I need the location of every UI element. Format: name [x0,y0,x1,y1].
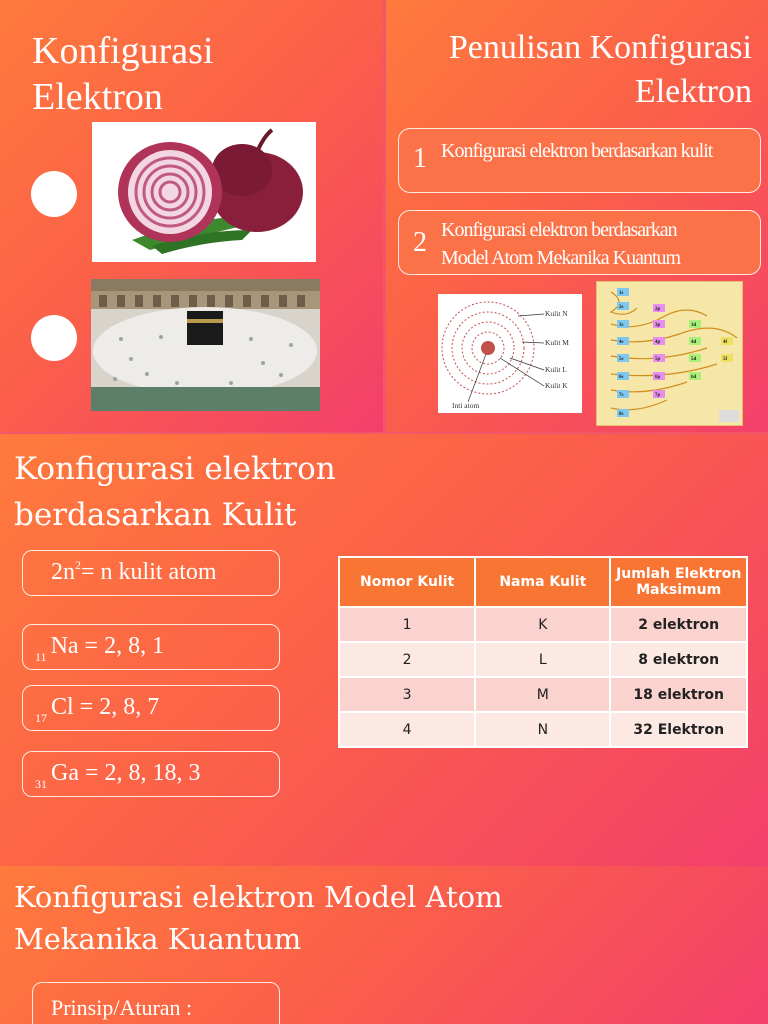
method-item-1: 1 Konfigurasi elektron berdasarkan kulit [398,128,761,193]
kaaba-photo [91,279,320,411]
table-row: 1 K 2 elektron [339,607,747,642]
slide-konfigurasi-kuantum [0,866,768,1024]
table-row: 4 N 32 Elektron [339,712,747,747]
example-cl: $_{17}$ Cl = 2, 8, 7 [22,685,280,731]
svg-text:5p: 5p [655,357,661,362]
method-item-2: 2 Konfigurasi elektron berdasarkan Model Atom Mekanika Kuantum [398,210,761,275]
slide-title: Penulisan Konfigurasi Elektron [448,29,752,110]
svg-text:6s: 6s [619,375,624,380]
formula-box: $2n^2= n$ kulit atom [22,550,280,596]
svg-text:6d: 6d [691,375,697,380]
table-row: 3 M 18 elektron [339,677,747,712]
label-kulit-m: Kulit M [545,338,569,347]
svg-text:4p: 4p [655,340,661,345]
svg-text:2p: 2p [655,307,661,312]
bullet-dot [31,315,77,361]
bullet-dot [31,171,77,217]
svg-text:8s: 8s [619,412,624,417]
svg-text:5d: 5d [691,357,697,362]
svg-text:2s: 2s [619,305,624,310]
slide-penulisan-konfigurasi [386,0,768,432]
svg-text:3s: 3s [619,323,624,328]
label-kulit-l: Kulit L [545,365,567,374]
table-header-row [339,557,747,607]
svg-text:4f: 4f [723,340,728,345]
svg-text:1s: 1s [619,291,624,296]
header-nama-kulit: Nama Kulit [475,557,610,607]
svg-text:7s: 7s [619,393,624,398]
table-row: 2 L 8 elektron [339,642,747,677]
svg-text:3p: 3p [655,323,661,328]
label-inti-atom: Inti atom [452,401,480,410]
svg-text:7p: 7p [655,393,661,398]
label-kulit-k: Kulit K [545,381,568,390]
svg-text:5f: 5f [723,357,728,362]
shell-capacity-table [338,556,748,748]
onion-photo [92,122,316,262]
example-ga: $_{31}$ Ga = 2, 8, 18, 3 [22,751,280,797]
svg-text:4d: 4d [691,340,697,345]
svg-text:5s: 5s [619,357,624,362]
svg-text:6p: 6p [655,375,661,380]
label-kulit-n: Kulit N [545,309,568,318]
example-na: $_{11}$ Na = 2, 8, 1 [22,624,280,670]
slide-title: Konfigurasi elektron berdasarkan Kulit [14,451,336,533]
svg-text:4s: 4s [619,340,624,345]
header-jumlah-elektron: Jumlah Elektron Maksimum [610,557,747,607]
slide-title: Konfigurasi Elektron [32,30,214,118]
shell-diagram [438,294,582,413]
prinsip-aturan-box: Prinsip/Aturan : [32,982,280,1024]
svg-text:3d: 3d [691,323,697,328]
orbital-filling-diagram [596,281,743,426]
slide-konfigurasi-kulit [0,434,768,866]
slide-konfigurasi-elektron [0,0,383,432]
header-nomor-kulit: Nomor Kulit [339,557,475,607]
slide-title: Konfigurasi elektron Model Atom Mekanika Kuantum [14,880,503,956]
